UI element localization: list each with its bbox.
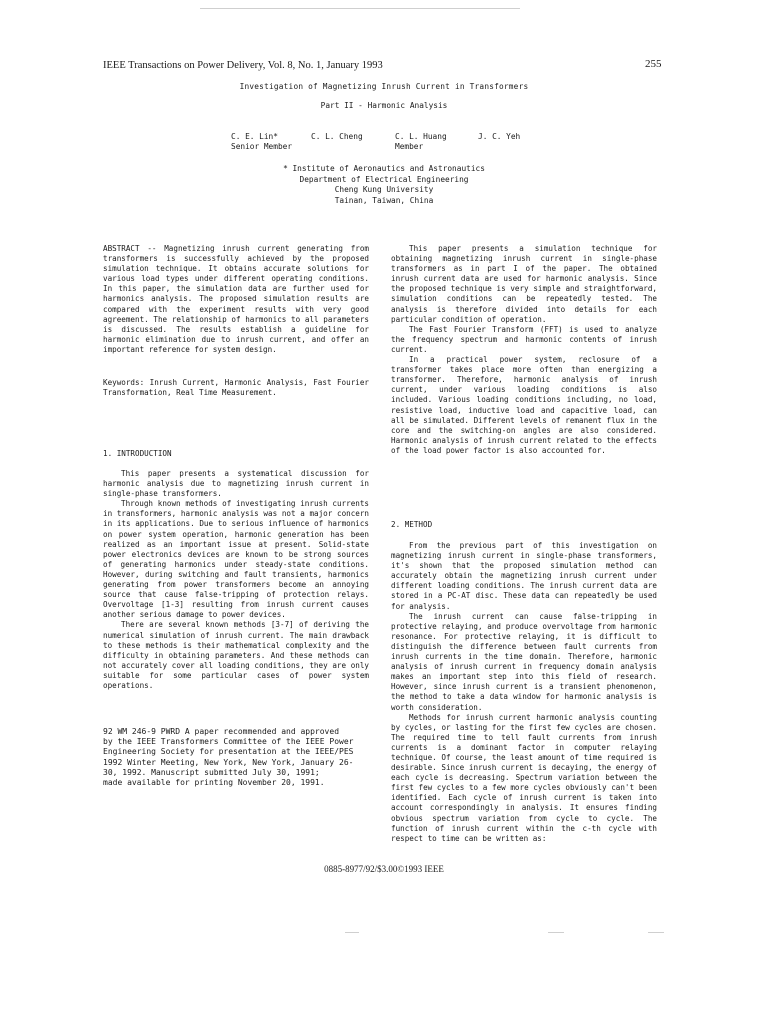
abstract — [103, 244, 369, 355]
scan-artifact-bottom — [345, 932, 359, 933]
affiliation — [0, 164, 768, 206]
introduction-body — [103, 469, 369, 691]
right-intro-body — [391, 244, 657, 456]
copyright-footer: 0885-8977/92/$3.00©1993 IEEE — [324, 864, 444, 874]
footnote-line: made available for printing November 20, 1991. — [103, 778, 325, 788]
paper-subtitle: Part II - Harmonic Analysis — [320, 101, 448, 110]
keywords-text: Keywords: Inrush Current, Harmonic Analysis, Fast Fourier Transformation, Real Time Measurement. — [103, 378, 369, 398]
abstract-text: ABSTRACT -- Magnetizing inrush current generating from transformers is successfully achieved by the proposed simulation technique. It obtains accurate solutions for various load types under different operating conditions. In this paper, the simulation data are further used for harmonics analysis. The proposed simulation results are compared with the experiment results with very good agreement. The relationship of harmonics to all parameters is discussed. The results establish a guideline for harmonic elimination due to inrush current, and offer an important reference for system design. — [103, 244, 369, 354]
author-role: Senior Member — [231, 142, 293, 151]
paragraph: From the previous part of this investigation on magnetizing inrush current in single-phase transformers, it's shown that the proposed simulation method can accurately obtain the magnetizing inrush current under different loading conditions. The inrush current data are stored in a PC-AT disc. These data can repeatedly be used for analysis. — [391, 541, 657, 611]
section-heading-introduction: 1. INTRODUCTION — [103, 449, 172, 458]
paragraph: Methods for inrush current harmonic analysis counting by cycles, or lasting for the first few cycles are chosen. The required time to tell fault currents from inrush currents is a dominant factor in computer relaying technique. Of course, the least amount of time required is desirable. Since inrush current is decaying, the energy of each cycle is decreasing. Spectrum variation between the first few cycles to a few more cycles obviously can't been identified. Each cycle of inrush current is taken into account correspondingly in analysis. It ensures finding obvious spectrum variation from cycle to cycle. The function of inrush current within the c-th cycle with respect to time can be written as: — [391, 712, 657, 843]
scan-artifact-bottom — [548, 932, 564, 933]
paragraph: This paper presents a systematical discussion for harmonic analysis due to magnetizing inrush current in single-phase transformers. — [103, 469, 369, 499]
author-name: C. L. Cheng — [311, 132, 363, 141]
paragraph: The inrush current can cause false-tripping in protective relaying, and produce overvoltage from harmonic resonance. For protective relaying, it is difficult to distinguish the difference between fault currents from inrush currents in the time domain. Therefore, harmonic analysis of inrush current in frequency domain analysis makes an important step into this field of research. However, since inrush current is a transient phenomenon, the method to take a data window for harmonic analysis is worth consideration. — [391, 611, 657, 712]
footnote-line: 30, 1992. Manuscript submitted July 30, 1991; — [103, 767, 320, 777]
author-name: C. E. Lin* — [231, 132, 278, 141]
paragraph: There are several known methods [3-7] of deriving the numerical simulation of inrush current. The main drawback to these methods is their mathematical complexity and the difficulty in obtaining parameters. And these methods can not accurately cover all loading conditions, they are only suitable for some particular cases of power system operations. — [103, 620, 369, 690]
affiliation-line: Department of Electrical Engineering — [299, 174, 469, 184]
footnote — [103, 727, 369, 788]
page-number: 255 — [645, 58, 662, 70]
scan-artifact-bottom — [648, 932, 664, 933]
footnote-line: by the IEEE Transformers Committee of the IEEE Power — [103, 737, 354, 747]
footnote-line: 92 WM 246-9 PWRD A paper recommended and approved — [103, 727, 340, 736]
author-4 — [478, 132, 520, 142]
affiliation-line: * Institute of Aeronautics and Astronautics — [283, 164, 485, 173]
footnote-line: Engineering Society for presentation at the IEEE/PES — [103, 747, 354, 757]
scan-artifact-top — [200, 8, 520, 9]
footnote-line: 1992 Winter Meeting, New York, New York, January 26- — [103, 757, 354, 767]
author-1 — [231, 132, 292, 152]
author-role: Member — [395, 142, 424, 151]
author-3 — [395, 132, 447, 152]
paper-title: Investigation of Magnetizing Inrush Current in Transformers — [239, 82, 529, 91]
journal-header: IEEE Transactions on Power Delivery, Vol. 8, No. 1, January 1993 — [103, 60, 383, 71]
affiliation-line: Cheng Kung University — [334, 185, 434, 194]
section-heading-method: 2. METHOD — [391, 520, 433, 529]
method-body — [391, 541, 657, 844]
author-name: J. C. Yeh — [478, 132, 521, 141]
paragraph: In a practical power system, reclosure of a transformer takes place more often than energizing a transformer. Therefore, harmonic analysis of inrush current, under various loading conditions is also included. Various loading conditions including, no load, resistive load, inductive load and capacitive load, can all be simulated. Different levels of remanent flux in the core and the switching-on angles are also considered. Harmonic analysis of inrush current related to the effects of the load power factor is also accounted for. — [391, 355, 657, 455]
paragraph: This paper presents a simulation technique for obtaining magnetizing inrush current in single-phase transformers as in part I of the paper. The obtained inrush current data are used for harmonic analysis. Since the proposed technique is very simple and straightforward, simulation conditions can be repeatedly tested. The analysis is therefore divided into details for each particular condition of operation. — [391, 244, 657, 324]
paragraph: Through known methods of investigating inrush currents in transformers, harmonic analysis was not a major concern in its applications. Due to serious influence of harmonics on power system operation, harmonic generation has been realized as an important issue at present. Solid-state power electronics devices are known to be strong sources of generating harmonics under steady-state conditions. However, during switching and fault transients, harmonics generating from power transformers become an annoying source that cause false-tripping of protection relays. Overvoltage [1-3] resulting from inrush current causes another serious damage to power devices. — [103, 499, 369, 620]
paragraph: The Fast Fourier Transform (FFT) is used to analyze the frequency spectrum and harmonic contents of inrush current. — [391, 324, 657, 354]
author-name: C. L. Huang — [395, 132, 447, 141]
affiliation-line: Tainan, Taiwan, China — [334, 195, 434, 205]
keywords — [103, 378, 369, 398]
author-2 — [311, 132, 363, 142]
